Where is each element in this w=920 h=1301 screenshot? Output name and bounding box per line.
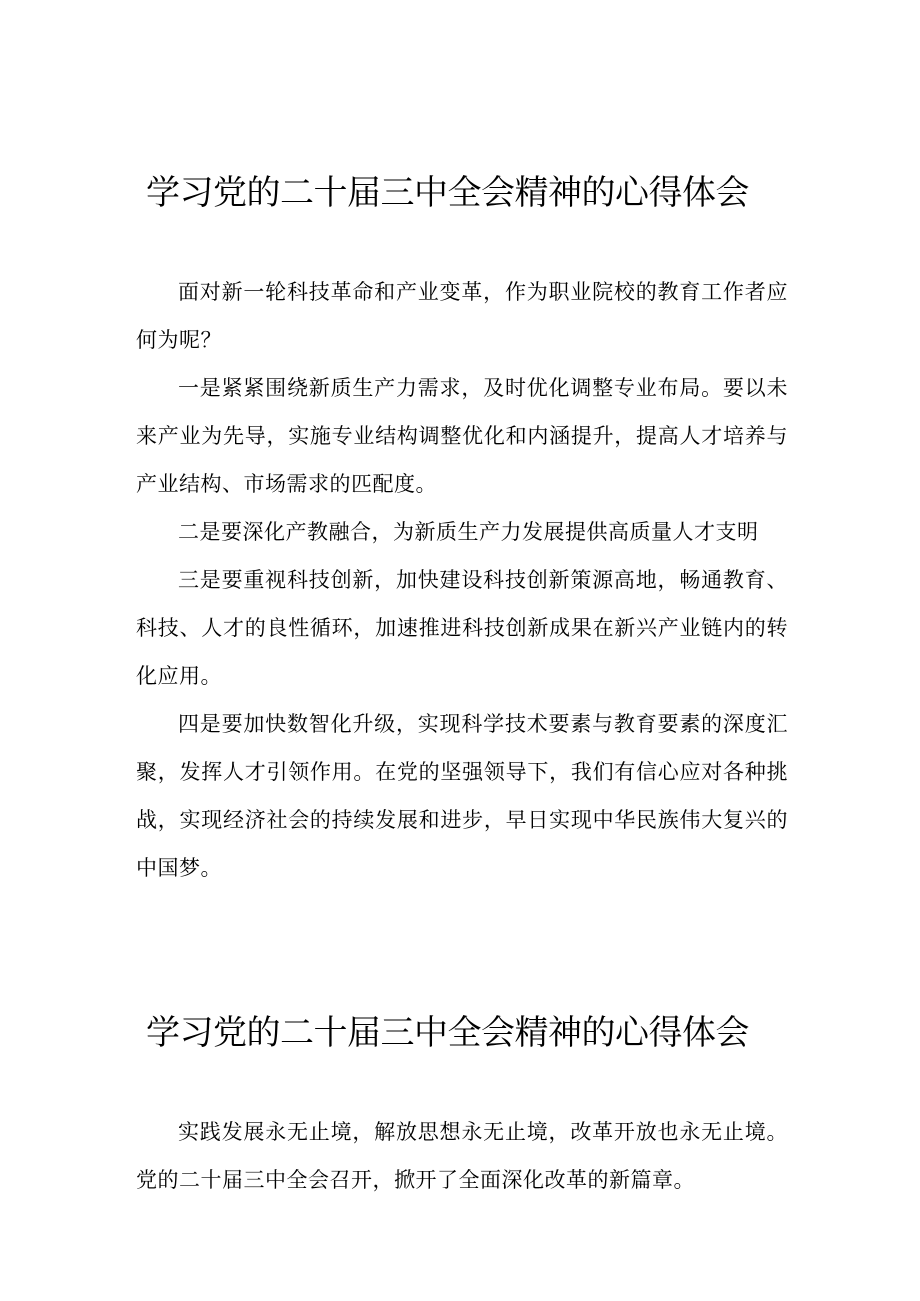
article-title: 学习党的二十届三中全会精神的心得体会 (146, 173, 749, 213)
paragraph-point-four: 四是要加快数智化升级，实现科学技术要素与教育要素的深度汇聚，发挥人才引领作用。在党的坚强领导下，我们有信心应对各种挑战，实现经济社会的持续发展和进步，早日实现中华民族伟大复兴的中国梦。 (136, 712, 788, 880)
paragraph-point-one: 一是紧紧围绕新质生产力需求，及时优化调整专业布局。要以未来产业为先导，实施专业结构调整优化和内涵提升，提高人才培养与产业结构、市场需求的匹配度。 (136, 376, 788, 496)
paragraph-intro: 面对新一轮科技革命和产业变革，作为职业院校的教育工作者应何为呢？ (136, 280, 788, 352)
paragraph-intro: 实践发展永无止境，解放思想永无止境，改革开放也永无止境。党的二十届三中全会召开，掀开了全面深化改革的新篇章。 (136, 1120, 788, 1192)
article-body (136, 1108, 788, 1204)
article-body (136, 268, 788, 892)
article-title: 学习党的二十届三中全会精神的心得体会 (146, 1013, 749, 1053)
paragraph-point-two: 二是要深化产教融合，为新质生产力发展提供高质量人才支明 (178, 520, 759, 544)
paragraph-point-three: 三是要重视科技创新，加快建设科技创新策源高地，畅通教育、科技、人才的良性循环，加速推进科技创新成果在新兴产业链内的转化应用。 (136, 568, 788, 688)
